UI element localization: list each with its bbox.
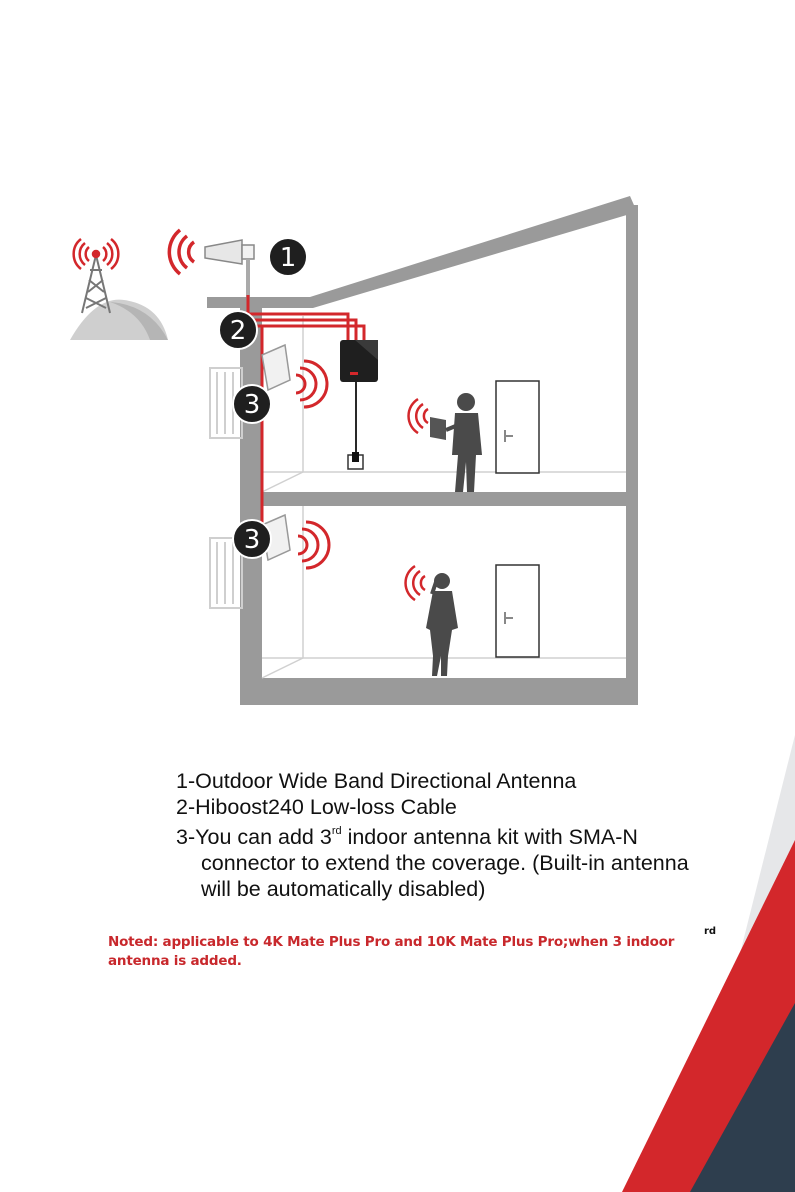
- legend: [176, 768, 776, 902]
- applicability-note-superscript: rd: [704, 926, 717, 937]
- person-upper-signal-icon: [409, 399, 428, 433]
- legend-item-2: 2-Hiboost240 Low-loss Cable: [176, 795, 457, 819]
- outdoor-antenna: [205, 240, 254, 300]
- booster-unit: [340, 340, 378, 469]
- legend-item-1: 1-Outdoor Wide Band Directional Antenna: [176, 769, 577, 793]
- legend-item-3: 3-You can add 3rd indoor antenna kit with SMA-N: [176, 825, 638, 850]
- svg-text:1: 1: [279, 243, 297, 273]
- door-upper: [496, 381, 539, 473]
- badge-3-upper: [233, 385, 271, 423]
- tower-signal-icon: [74, 239, 119, 269]
- badge-2: [219, 311, 257, 349]
- svg-text:3: 3: [243, 525, 261, 555]
- indoor-antenna-upper-signal-icon: [296, 361, 327, 407]
- outdoor-antenna-signal-icon: [169, 230, 194, 274]
- house-structure: [207, 196, 638, 705]
- person-on-phone: [426, 573, 458, 676]
- legend-item-3-line-2: connector to extend the coverage. (Built-in antenna: [201, 851, 689, 876]
- person-lower-signal-icon: [406, 566, 425, 600]
- applicability-note: Noted: applicable to 4K Mate Plus Pro and 10K Mate Plus Pro;when 3 indoor antenna is added.: [108, 934, 675, 969]
- cell-tower: [70, 255, 168, 340]
- indoor-antenna-upper: [262, 345, 290, 390]
- svg-text:3: 3: [243, 390, 261, 420]
- person-with-tablet: [430, 393, 482, 492]
- badge-3-lower: [233, 520, 271, 558]
- badge-1: [269, 238, 307, 276]
- legend-item-3-line-3: will be automatically disabled): [201, 877, 486, 902]
- door-lower: [496, 565, 539, 657]
- svg-text:2: 2: [229, 316, 247, 346]
